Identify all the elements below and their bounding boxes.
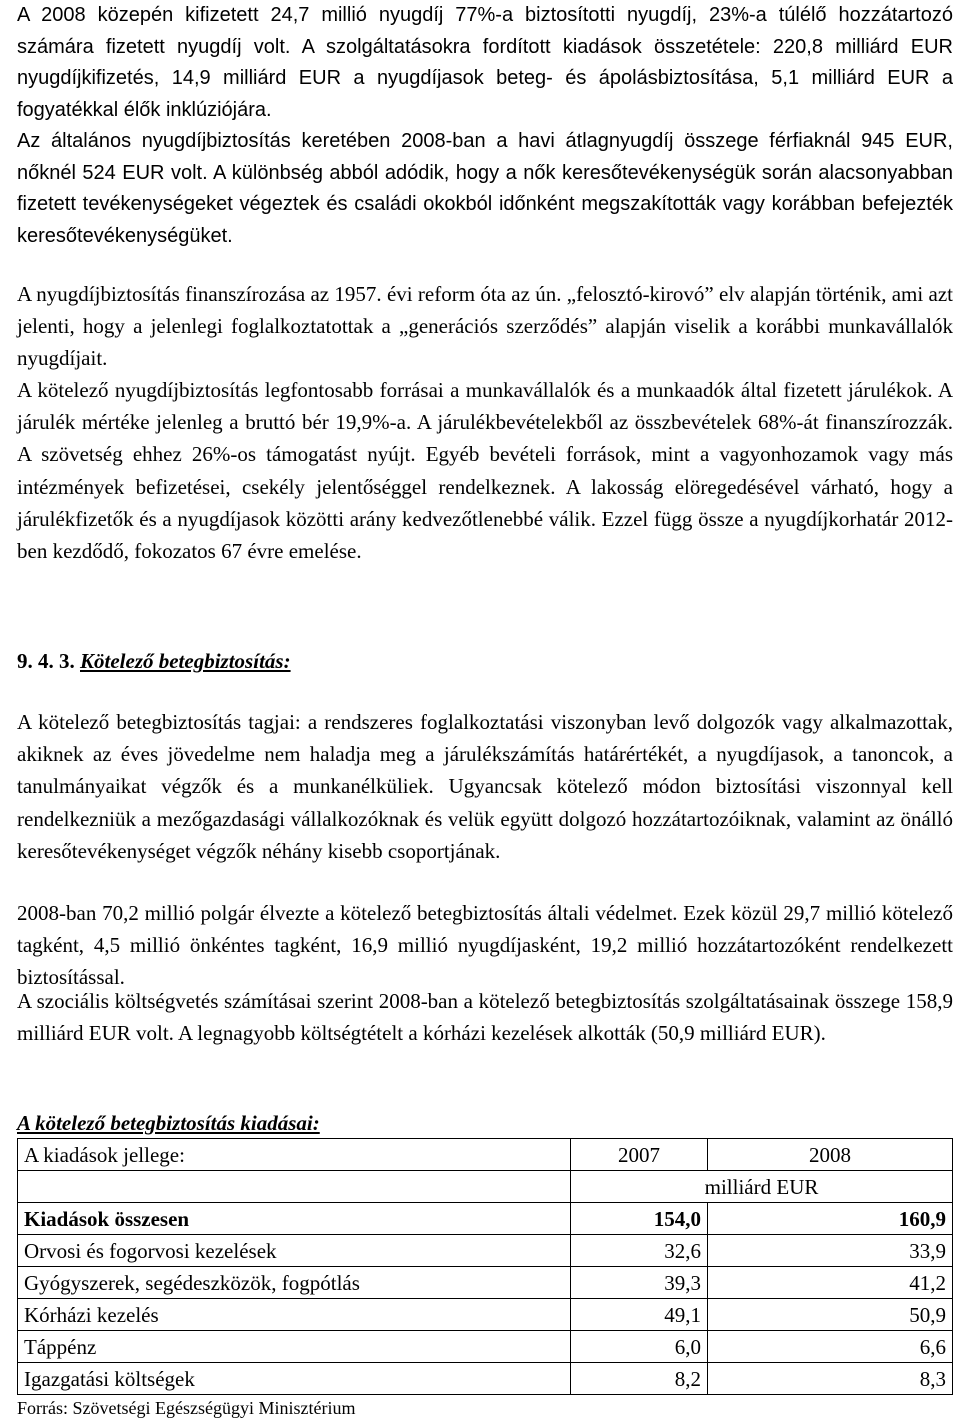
paragraph-insured-2008: 2008-ban 70,2 millió polgár élvezte a kötelező betegbiztosítás általi védelmet. Ezek közül 29,7 millió kötelező tagként, 4,5 millió önkéntes tagként, 16,9 millió nyugdíjasként, 19,2 millió hozzátartozóként rendelkezett biztosítással. xyxy=(17,901,953,990)
row-label: Gyógyszerek, segédeszközök, fogpótlás xyxy=(18,1267,571,1299)
header-label: A kiadások jellege: xyxy=(18,1139,571,1171)
table-row xyxy=(18,1331,953,1363)
row-value-2008: 8,3 xyxy=(708,1363,953,1395)
table-title: A kötelező betegbiztosítás kiadásai: xyxy=(17,1111,320,1135)
header-year-2007: 2007 xyxy=(571,1139,708,1171)
table-source: Forrás: Szövetségi Egészségügyi Minisztérium xyxy=(17,1398,356,1418)
row-value-2008: 160,9 xyxy=(708,1203,953,1235)
table-unit-row xyxy=(18,1171,953,1203)
paragraph-average-pension: Az általános nyugdíjbiztosítás keretében 2008-ban a havi átlagnyugdíj összege férfiaknál 945 EUR, nőknél 524 EUR volt. A különbség abból adódik, hogy a nők keresőtevékenységük során alacsonyabban fizetett tevékenységeket végeztek és családi okokból időnként megszakították vagy korábban befejezték keresőtevékenységüket. xyxy=(17,130,953,247)
row-value-2008: 33,9 xyxy=(708,1235,953,1267)
section-title: Kötelező betegbiztosítás: xyxy=(80,649,291,673)
paragraph-social-budget: A szociális költségvetés számításai szerint 2008-ban a kötelező betegbiztosítás szolgáltatásainak összege 158,9 milliárd EUR volt. A legnagyobb költségtételt a kórházi kezelések alkották (50,9 milliárd EUR). xyxy=(17,989,953,1046)
row-label: Kiadások összesen xyxy=(18,1203,571,1235)
row-value-2007: 8,2 xyxy=(571,1363,708,1395)
row-value-2007: 32,6 xyxy=(571,1235,708,1267)
table-row xyxy=(18,1203,953,1235)
row-value-2007: 6,0 xyxy=(571,1331,708,1363)
row-value-2007: 154,0 xyxy=(571,1203,708,1235)
table-row xyxy=(18,1235,953,1267)
paragraph-pension-payments: A 2008 közepén kifizetett 24,7 millió nyugdíj 77%-a biztosítotti nyugdíj, 23%-a túlélő hozzátartozó számára fizetett nyugdíj volt. A szolgáltatásokra fordított kiadások összetétele: 220,8 milliárd EUR nyugdíjkifizetés, 14,9 milliárd EUR a nyugdíjasok beteg- és ápolásbiztosítása, 5,1 milliárd EUR a fogyatékkal élők inklúziójára. xyxy=(17,4,953,121)
row-value-2008: 50,9 xyxy=(708,1299,953,1331)
paragraph-contributions: A kötelező nyugdíjbiztosítás legfontosabb forrásai a munkavállalók és a munkaadók által fizetett járulékok. A járulék mértéke jelenleg a bruttó bér 19,9%-a. A járulékbevételekből az összbevételek 68%-át finanszírozzák. A szövetség ehhez 26%-os támogatást nyújt. Egyéb bevételi források, mint a vagyonhozamok vagy más intézmények befizetései, csekély jelentőséggel rendelkeznek. A lakosság elöregedésével várható, hogy a járulékfizetők és a nyugdíjasok közötti arány kedvezőtlenebbé válik. Ezzel függ össze a nyugdíjkorhatár 2012-ben kezdődő, fokozatos 67 évre emelése. xyxy=(17,378,953,564)
unit-label: milliárd EUR xyxy=(571,1171,953,1203)
row-value-2008: 6,6 xyxy=(708,1331,953,1363)
table-row xyxy=(18,1267,953,1299)
row-value-2007: 49,1 xyxy=(571,1299,708,1331)
table-header-row xyxy=(18,1139,953,1171)
header-year-2008: 2008 xyxy=(708,1139,953,1171)
section-heading xyxy=(17,645,291,677)
row-label: Igazgatási költségek xyxy=(18,1363,571,1395)
row-value-2007: 39,3 xyxy=(571,1267,708,1299)
row-value-2008: 41,2 xyxy=(708,1267,953,1299)
paragraph-members: A kötelező betegbiztosítás tagjai: a rendszeres foglalkoztatási viszonyban levő dolgozók vagy alkalmazottak, akiknek az éves jövedelme nem haladja meg a járulékszámítás határértékét, a nyugdíjasok, a tanoncok, a tanulmányaikat végzők és a munkanélküliek. Ugyancsak kötelező módon biztosítási viszonnyal kell rendelkezniük a mezőgazdasági vállalkozóknak és velük együtt dolgozó hozzátartozóiknak, valamint az önálló keresőtevékenységet végzők néhány kisebb csoportjának. xyxy=(17,710,953,863)
table-row xyxy=(18,1299,953,1331)
section-number: 9. 4. 3. xyxy=(17,649,75,673)
table-row xyxy=(18,1363,953,1395)
expenses-table xyxy=(17,1138,953,1395)
row-label: Táppénz xyxy=(18,1331,571,1363)
row-label: Orvosi és fogorvosi kezelések xyxy=(18,1235,571,1267)
row-label: Kórházi kezelés xyxy=(18,1299,571,1331)
paragraph-financing: A nyugdíjbiztosítás finanszírozása az 1957. évi reform óta az ún. „felosztó-kirovó” elv alapján történik, ami azt jelenti, hogy a jelenlegi foglalkoztatottak a „generációs szerződés” alapján viselik a korábbi munkavállalók nyugdíjait. xyxy=(17,282,953,371)
